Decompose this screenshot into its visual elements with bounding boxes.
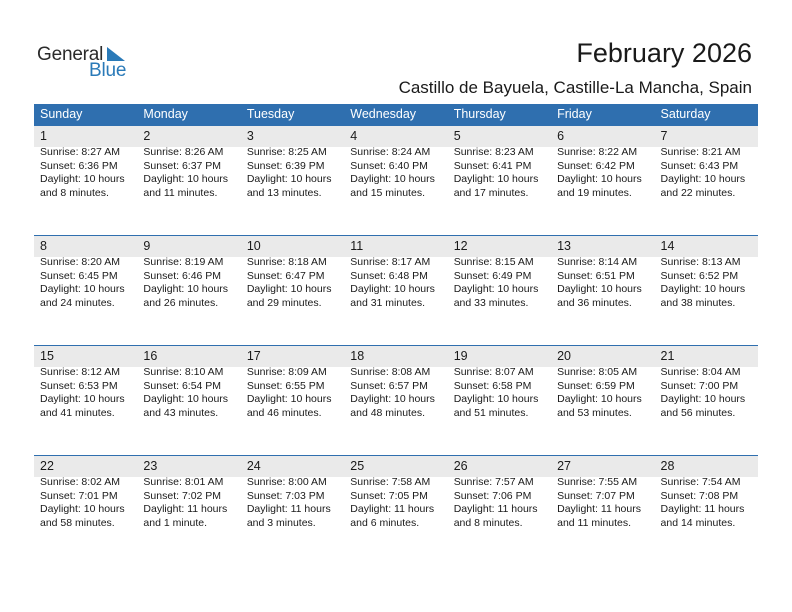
day-sunrise-text: Sunrise: 8:14 AM (557, 256, 638, 268)
day-minutes-text: and 11 minutes. (143, 186, 218, 199)
day-sunset-text: Sunset: 6:58 PM (453, 379, 532, 392)
day-daylight-text: Daylight: 10 hours (40, 393, 125, 405)
day-number: 11 (350, 239, 364, 253)
day-daylight-text: Daylight: 10 hours (143, 173, 229, 185)
day-minutes-text: and 8 minutes. (453, 516, 523, 529)
day-daylight-text: Daylight: 11 hours (246, 503, 331, 515)
day-minutes-text: and 6 minutes. (350, 516, 420, 529)
day-cell (241, 235, 344, 315)
day-cell (34, 455, 137, 535)
day-minutes-text: and 29 minutes. (246, 296, 322, 309)
day-sunrise-text: Sunrise: 8:26 AM (143, 146, 224, 158)
day-cell (655, 455, 758, 535)
logo-text-blue: Blue (89, 60, 127, 81)
weekday-saturday: Saturday (660, 107, 711, 121)
day-daylight-text: Daylight: 10 hours (453, 283, 539, 295)
day-cell (448, 455, 551, 535)
day-sunrise-text: Sunrise: 8:01 AM (143, 476, 224, 488)
day-sunset-text: Sunset: 6:37 PM (143, 159, 222, 172)
day-cell (137, 455, 240, 535)
day-number: 16 (143, 349, 158, 363)
day-sunrise-text: Sunrise: 8:08 AM (350, 366, 431, 378)
day-cell (241, 455, 344, 535)
day-sunset-text: Sunset: 6:59 PM (557, 379, 635, 392)
day-sunset-text: Sunset: 6:36 PM (40, 159, 118, 172)
day-sunset-text: Sunset: 7:01 PM (40, 489, 118, 502)
day-sunrise-text: Sunrise: 7:55 AM (557, 476, 638, 488)
weekday-thursday: Thursday (453, 107, 506, 121)
day-cell (34, 235, 137, 315)
day-cell (241, 125, 344, 205)
day-minutes-text: and 48 minutes. (350, 406, 425, 419)
day-cell (551, 125, 654, 205)
day-minutes-text: and 38 minutes. (660, 296, 736, 309)
day-sunrise-text: Sunrise: 8:18 AM (246, 256, 327, 268)
day-sunset-text: Sunset: 7:08 PM (660, 489, 739, 502)
day-daylight-text: Daylight: 10 hours (40, 503, 125, 515)
day-cell (655, 345, 758, 425)
day-daylight-text: Daylight: 10 hours (246, 283, 332, 295)
day-number: 13 (557, 239, 572, 253)
day-sunset-text: Sunset: 7:05 PM (350, 489, 428, 502)
day-number: 23 (143, 459, 158, 473)
day-sunrise-text: Sunrise: 8:02 AM (40, 476, 120, 488)
week-row (34, 125, 758, 205)
day-cell (448, 345, 551, 425)
day-sunset-text: Sunset: 7:03 PM (246, 489, 325, 502)
day-daylight-text: Daylight: 11 hours (453, 503, 538, 515)
day-cell (344, 235, 447, 315)
day-cell (551, 235, 654, 315)
day-cell (137, 345, 240, 425)
day-sunset-text: Sunset: 7:00 PM (660, 379, 739, 392)
day-sunrise-text: Sunrise: 8:15 AM (453, 256, 534, 268)
day-minutes-text: and 58 minutes. (40, 516, 115, 529)
day-sunset-text: Sunset: 6:45 PM (40, 269, 118, 282)
day-minutes-text: and 41 minutes. (40, 406, 115, 419)
logo-text-general: General (37, 44, 104, 65)
day-sunrise-text: Sunrise: 8:27 AM (40, 146, 120, 158)
day-daylight-text: Daylight: 10 hours (453, 393, 539, 405)
weekday-wednesday: Wednesday (350, 107, 417, 121)
day-number: 5 (453, 129, 461, 143)
day-sunset-text: Sunset: 6:55 PM (246, 379, 325, 392)
day-minutes-text: and 24 minutes. (40, 296, 115, 309)
day-number: 27 (557, 459, 572, 473)
location-subtitle: Castillo de Bayuela, Castille-La Mancha, Spain (398, 78, 752, 97)
day-daylight-text: Daylight: 10 hours (246, 173, 332, 185)
logo (37, 44, 137, 80)
day-cell (448, 125, 551, 205)
day-sunrise-text: Sunrise: 7:58 AM (350, 476, 431, 488)
day-sunrise-text: Sunrise: 8:17 AM (350, 256, 431, 268)
day-minutes-text: and 8 minutes. (40, 186, 109, 199)
day-daylight-text: Daylight: 11 hours (660, 503, 745, 515)
day-number: 22 (40, 459, 54, 473)
day-cell (551, 345, 654, 425)
weekday-tuesday: Tuesday (246, 107, 295, 121)
day-minutes-text: and 19 minutes. (557, 186, 632, 199)
day-minutes-text: and 11 minutes. (557, 516, 632, 529)
day-minutes-text: and 13 minutes. (246, 186, 322, 199)
day-minutes-text: and 31 minutes. (350, 296, 425, 309)
weekday-monday: Monday (143, 107, 188, 121)
week-row (34, 235, 758, 315)
day-sunrise-text: Sunrise: 8:12 AM (40, 366, 120, 378)
day-daylight-text: Daylight: 10 hours (660, 173, 746, 185)
day-cell (551, 455, 654, 535)
page-title: February 2026 (576, 38, 752, 68)
day-sunset-text: Sunset: 7:06 PM (453, 489, 532, 502)
day-number: 7 (660, 129, 668, 143)
day-sunset-text: Sunset: 6:39 PM (246, 159, 325, 172)
day-sunset-text: Sunset: 6:53 PM (40, 379, 118, 392)
day-minutes-text: and 53 minutes. (557, 406, 632, 419)
day-sunrise-text: Sunrise: 8:00 AM (246, 476, 327, 488)
day-sunrise-text: Sunrise: 8:09 AM (246, 366, 327, 378)
day-minutes-text: and 15 minutes. (350, 186, 425, 199)
day-cell (344, 125, 447, 205)
day-daylight-text: Daylight: 11 hours (350, 503, 435, 515)
day-sunrise-text: Sunrise: 8:21 AM (660, 146, 741, 158)
day-minutes-text: and 17 minutes. (453, 186, 529, 199)
day-daylight-text: Daylight: 10 hours (143, 393, 229, 405)
day-daylight-text: Daylight: 10 hours (453, 173, 539, 185)
day-daylight-text: Daylight: 10 hours (40, 173, 125, 185)
day-cell (137, 125, 240, 205)
day-number: 3 (246, 129, 254, 143)
day-sunrise-text: Sunrise: 8:19 AM (143, 256, 224, 268)
day-sunrise-text: Sunrise: 8:05 AM (557, 366, 638, 378)
day-sunrise-text: Sunrise: 8:22 AM (557, 146, 638, 158)
day-minutes-text: and 33 minutes. (453, 296, 529, 309)
day-sunset-text: Sunset: 7:07 PM (557, 489, 635, 502)
day-minutes-text: and 22 minutes. (660, 186, 736, 199)
weekday-friday: Friday (557, 107, 592, 121)
day-daylight-text: Daylight: 10 hours (40, 283, 125, 295)
day-sunset-text: Sunset: 6:40 PM (350, 159, 428, 172)
day-sunrise-text: Sunrise: 7:54 AM (660, 476, 741, 488)
day-sunrise-text: Sunrise: 8:13 AM (660, 256, 741, 268)
day-daylight-text: Daylight: 10 hours (143, 283, 229, 295)
day-daylight-text: Daylight: 10 hours (350, 173, 435, 185)
day-daylight-text: Daylight: 10 hours (557, 283, 642, 295)
day-number: 15 (40, 349, 54, 363)
day-minutes-text: and 36 minutes. (557, 296, 632, 309)
day-daylight-text: Daylight: 10 hours (350, 393, 435, 405)
day-number: 17 (246, 349, 261, 363)
day-number: 28 (660, 459, 675, 473)
day-sunset-text: Sunset: 6:51 PM (557, 269, 635, 282)
day-sunset-text: Sunset: 6:57 PM (350, 379, 428, 392)
day-cell (137, 235, 240, 315)
day-minutes-text: and 14 minutes. (660, 516, 736, 529)
day-daylight-text: Daylight: 11 hours (557, 503, 641, 515)
day-sunset-text: Sunset: 6:41 PM (453, 159, 532, 172)
day-sunrise-text: Sunrise: 8:20 AM (40, 256, 120, 268)
week-row (34, 345, 758, 425)
day-sunset-text: Sunset: 6:43 PM (660, 159, 739, 172)
day-cell (655, 125, 758, 205)
week-row (34, 455, 758, 535)
day-cell (344, 455, 447, 535)
day-number: 19 (453, 349, 468, 363)
day-sunset-text: Sunset: 7:02 PM (143, 489, 222, 502)
day-minutes-text: and 26 minutes. (143, 296, 219, 309)
day-sunset-text: Sunset: 6:49 PM (453, 269, 532, 282)
day-number: 8 (40, 239, 47, 253)
day-daylight-text: Daylight: 10 hours (557, 393, 642, 405)
day-number: 2 (143, 129, 151, 143)
day-sunrise-text: Sunrise: 8:23 AM (453, 146, 534, 158)
day-cell (34, 345, 137, 425)
day-number: 26 (453, 459, 468, 473)
day-daylight-text: Daylight: 10 hours (246, 393, 332, 405)
day-sunset-text: Sunset: 6:48 PM (350, 269, 428, 282)
day-number: 20 (557, 349, 572, 363)
day-number: 25 (350, 459, 365, 473)
day-sunset-text: Sunset: 6:46 PM (143, 269, 222, 282)
day-daylight-text: Daylight: 11 hours (143, 503, 228, 515)
day-number: 24 (246, 459, 261, 473)
day-minutes-text: and 43 minutes. (143, 406, 219, 419)
day-daylight-text: Daylight: 10 hours (660, 393, 746, 405)
day-cell (241, 345, 344, 425)
day-sunset-text: Sunset: 6:54 PM (143, 379, 222, 392)
day-number: 18 (350, 349, 365, 363)
day-cell (344, 345, 447, 425)
day-sunset-text: Sunset: 6:47 PM (246, 269, 325, 282)
day-number: 6 (557, 129, 565, 143)
day-number: 9 (143, 239, 151, 253)
day-daylight-text: Daylight: 10 hours (660, 283, 746, 295)
day-number: 1 (40, 129, 47, 143)
weekday-header (34, 104, 758, 125)
weekday-sunday: Sunday (40, 107, 83, 121)
day-sunset-text: Sunset: 6:52 PM (660, 269, 739, 282)
day-cell (448, 235, 551, 315)
day-minutes-text: and 1 minute. (143, 516, 208, 529)
day-number: 21 (660, 349, 675, 363)
day-number: 14 (660, 239, 675, 253)
day-sunrise-text: Sunrise: 8:25 AM (246, 146, 327, 158)
day-minutes-text: and 51 minutes. (453, 406, 529, 419)
day-minutes-text: and 56 minutes. (660, 406, 736, 419)
day-sunrise-text: Sunrise: 8:04 AM (660, 366, 741, 378)
day-sunrise-text: Sunrise: 8:10 AM (143, 366, 224, 378)
day-daylight-text: Daylight: 10 hours (350, 283, 435, 295)
day-daylight-text: Daylight: 10 hours (557, 173, 642, 185)
day-cell (655, 235, 758, 315)
day-minutes-text: and 46 minutes. (246, 406, 322, 419)
day-sunrise-text: Sunrise: 8:07 AM (453, 366, 534, 378)
day-sunrise-text: Sunrise: 7:57 AM (453, 476, 534, 488)
day-number: 4 (350, 129, 358, 143)
day-minutes-text: and 3 minutes. (246, 516, 316, 529)
day-sunrise-text: Sunrise: 8:24 AM (350, 146, 431, 158)
day-sunset-text: Sunset: 6:42 PM (557, 159, 635, 172)
day-number: 12 (453, 239, 468, 253)
day-cell (34, 125, 137, 205)
day-number: 10 (246, 239, 261, 253)
